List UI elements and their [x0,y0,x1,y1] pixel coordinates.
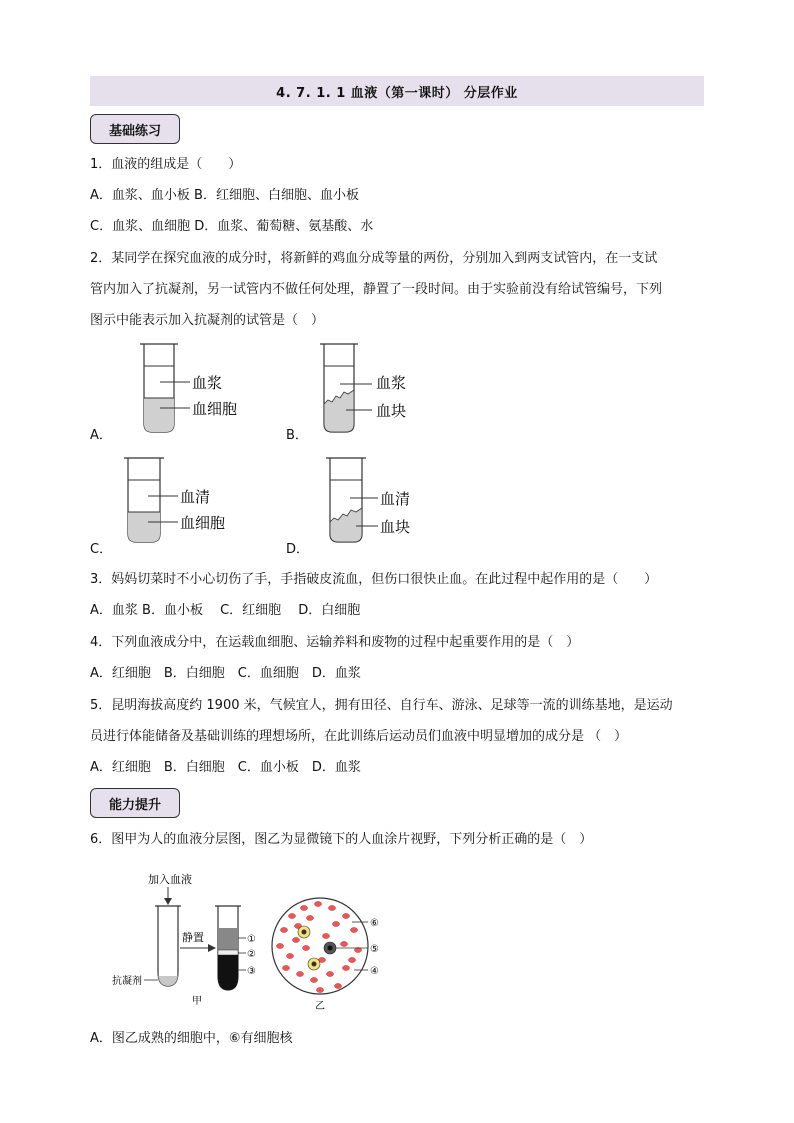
q2-stem-line1: 2．某同学在探究血液的成分时，将新鲜的鸡血分成等量的两份，分别加入到两支试管内，在一支试 [90,251,658,266]
q1-options-line2: C．血浆、血细胞 D．血浆、葡萄糖、氨基酸、水 [90,219,374,234]
q6-marker-1: ① [247,934,256,945]
q4-options: A．红细胞 B．白细胞 C．血细胞 D．血浆 [90,666,361,681]
q2-option-d-figure [316,454,456,554]
q6-anticoagulant-label: 抗凝剂 [112,976,142,987]
page-title-text: 4. 7. 1. 1 血液（第一课时） 分层作业 [276,85,518,101]
page-title [90,76,704,106]
q2-option-b-figure [310,340,440,440]
q2-option-a-figure [130,340,260,440]
q2-option-b-top-label: 血浆 [376,374,407,392]
q2-option-d-label: D． [286,542,310,557]
q6-figure [100,868,400,1018]
q6-add-blood-label: 加入血液 [148,873,192,886]
q2-option-c-bottom-label: 血细胞 [180,514,226,532]
q6-marker-3: ③ [247,966,256,977]
q4-stem: 4．下列血液成分中，在运载血细胞、运输养料和废物的过程中起重要作用的是（ ） [90,635,580,650]
q6-marker-4: ④ [370,966,379,977]
q5-stem-line2: 员进行体能储备及基础训练的理想场所，在此训练后运动员们血液中明显增加的成分是 （ ） [90,729,628,744]
q6-yi-label: 乙 [315,1001,325,1012]
section-tag-advanced [90,788,180,818]
q2-stem-line3: 图示中能表示加入抗凝剂的试管是（ ） [90,313,325,328]
q6-jia-label: 甲 [192,996,202,1007]
q6-marker-2: ② [247,949,256,960]
q2-option-b-bottom-label: 血块 [376,402,407,420]
q2-option-a-label: A． [90,428,112,443]
section-tag-basic-text: 基础练习 [108,123,161,139]
q2-option-a-bottom-label: 血细胞 [192,400,238,418]
q2-option-c-top-label: 血清 [180,488,211,506]
q2-option-d-bottom-label: 血块 [380,518,411,536]
q5-stem-line1: 5．昆明海拔高度约 1900 米，气候宜人，拥有田径、自行车、游泳、足球等一流的训练基地，是运动 [90,698,673,713]
q6-stem: 6．图甲为人的血液分层图，图乙为显微镜下的人血涂片视野，下列分析正确的是（ ） [90,832,593,847]
q2-option-c-label: C． [90,542,113,557]
q6-option-a: A．图乙成熟的细胞中，⑥有细胞核 [90,1031,293,1046]
section-tag-advanced-text: 能力提升 [108,797,161,813]
q6-settle-label: 静置 [182,931,204,944]
q1-stem: 1．血液的组成是（ ） [90,157,242,172]
q2-option-b-label: B． [286,428,308,443]
q2-option-a-top-label: 血浆 [192,374,223,392]
q6-marker-5: ⑤ [370,944,379,955]
q2-option-c-figure [114,454,254,554]
q3-stem: 3．妈妈切菜时不小心切伤了手，手指破皮流血，但伤口很快止血。在此过程中起作用的是（ ） [90,572,658,587]
section-tag-basic [90,114,180,144]
q2-option-d-top-label: 血清 [380,490,411,508]
q5-options: A．红细胞 B．白细胞 C．血小板 D．血浆 [90,760,361,775]
q3-options: A．血浆 B．血小板 C．红细胞 D．白细胞 [90,603,361,618]
q1-options-line1: A．血浆、血小板 B．红细胞、白细胞、血小板 [90,188,359,203]
q2-stem-line2: 管内加入了抗凝剂，另一试管内不做任何处理，静置了一段时间。由于实验前没有给试管编号，下列 [90,282,663,297]
q6-marker-6: ⑥ [370,918,379,929]
